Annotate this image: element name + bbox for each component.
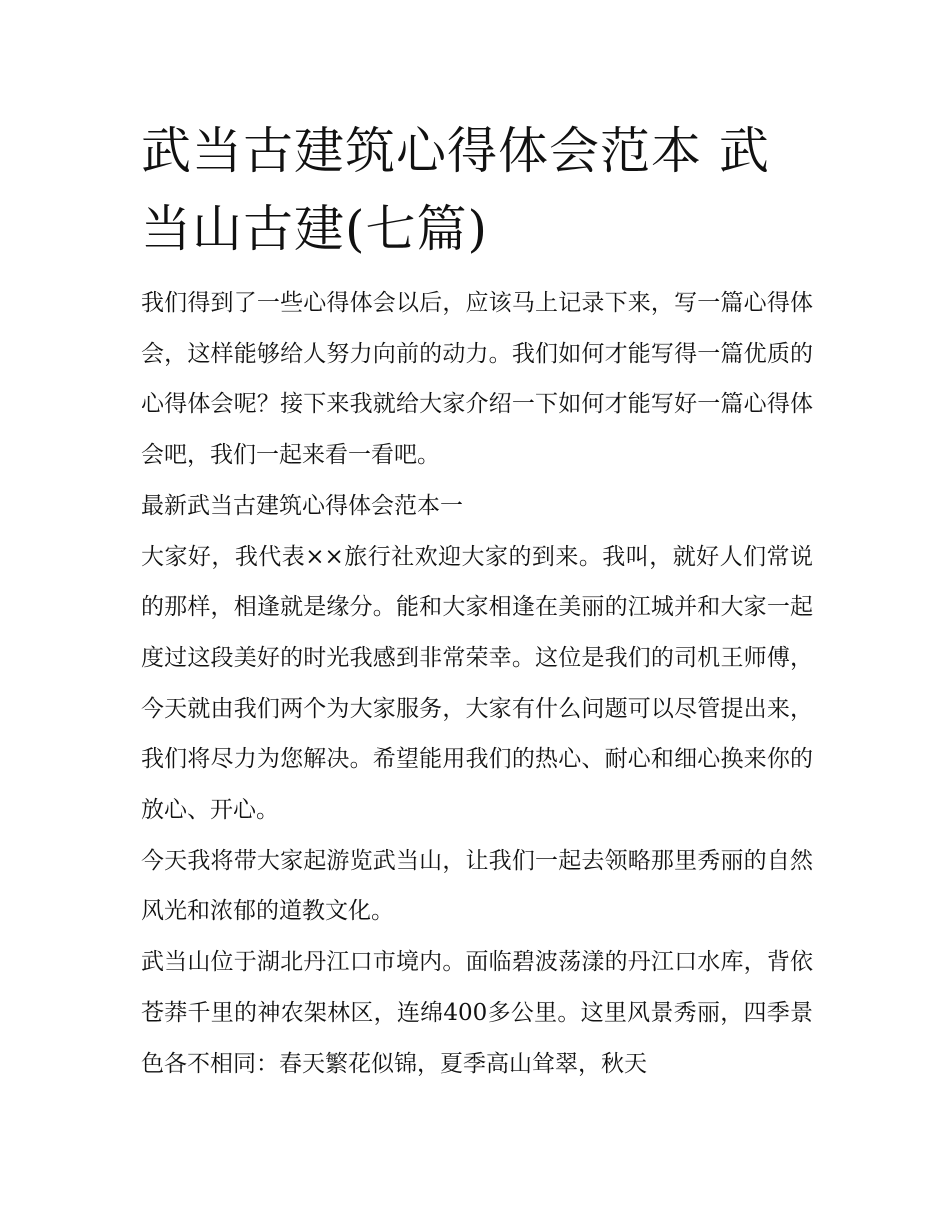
paragraph-location: 武当山位于湖北丹江口市境内。面临碧波荡漾的丹江口水库，背依苍莽千里的神农架林区，连绵400多公里。这里风景秀丽，四季景色各不相同：春天繁花似锦，夏季高山耸翠，秋天 <box>141 949 813 1077</box>
document-body <box>141 278 813 1089</box>
paragraph-welcome: 大家好，我代表××旅行社欢迎大家的到来。我叫，就好人们常说的那样，相逢就是缘分。能和大家相逢在美丽的江城并和大家一起度过这段美好的时光我感到非常荣幸。这位是我们的司机王师傅，今天就由我们两个为大家服务，大家有什么问题可以尽管提出来，我们将尽力为您解决。希望能用我们的热心、耐心和细心换来你的放心、开心。 <box>141 543 813 824</box>
section-heading: 最新武当古建筑心得体会范本一 <box>141 492 463 519</box>
paragraph-tour: 今天我将带大家起游览武当山，让我们一起去领略那里秀丽的自然风光和浓郁的道教文化。 <box>141 847 813 925</box>
document-content <box>141 112 813 1089</box>
paragraph-intro: 我们得到了一些心得体会以后，应该马上记录下来，写一篇心得体会，这样能够给人努力向前的动力。我们如何才能写得一篇优质的心得体会呢？接下来我就给大家介绍一下如何才能写好一篇心得体会吧，我们一起来看一看吧。 <box>141 290 813 469</box>
document-title: 武当古建筑心得体会范本 武当山古建(七篇) <box>141 122 770 258</box>
